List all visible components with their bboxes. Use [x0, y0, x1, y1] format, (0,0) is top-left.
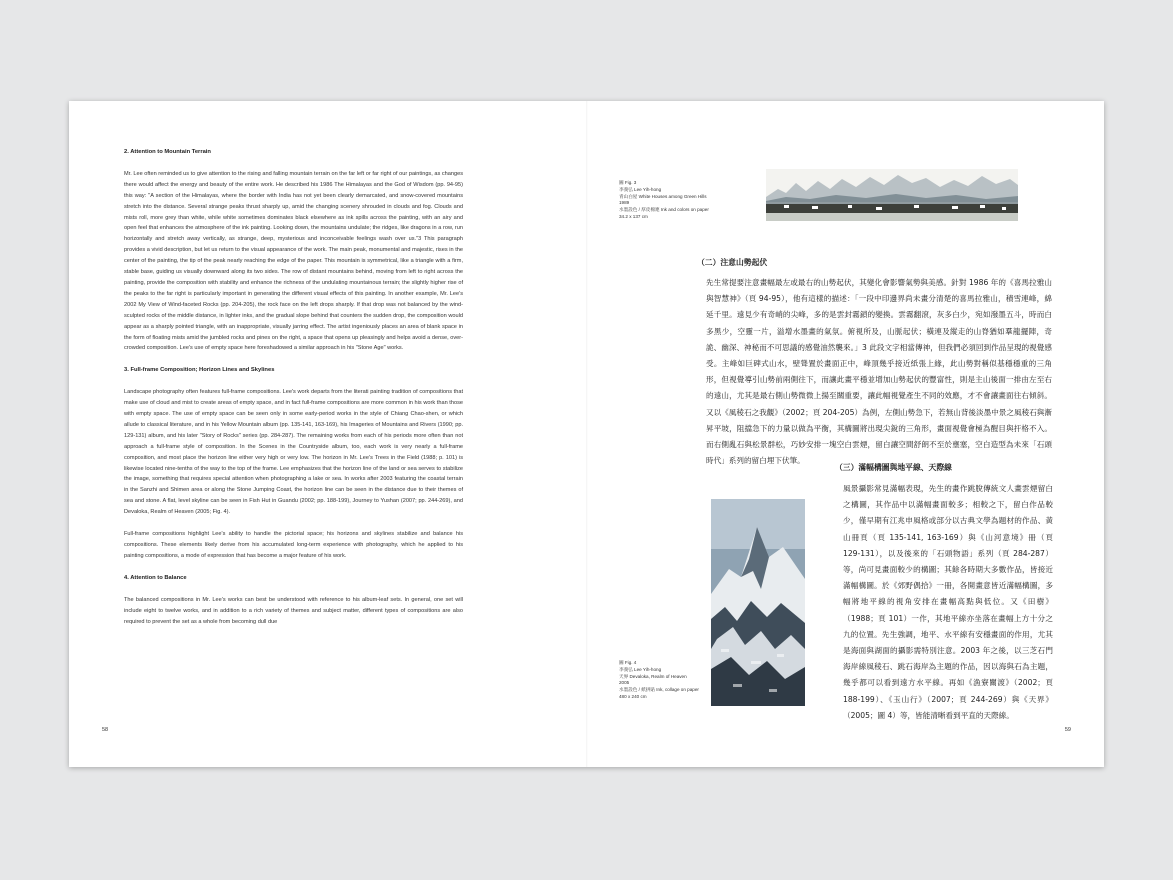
body-paragraph: The balanced compositions in Mr. Lee's works can best be understood with reference to his album-leaf sets. In general, one set will include eight to twelve works, and in addition to a rich variety of themes and subject matter, different types of compositions are also required to prevent the set as a whole from becoming dull due — [124, 596, 463, 625]
page-number-right: 59 — [1064, 727, 1071, 733]
fig3-landscape-painting — [766, 169, 1018, 221]
section-3-text: 風景攝影常見滿幅表現，先生的畫作跳脫傳統文人畫雲煙留白之構圖，其作品中以滿幅畫面較多；相較之下，留白作品較少，僅早期有江兆申風格或部分以古典文學為題材的作品、黃山冊頁（頁 135-141, 163-169）與《山河意境》冊（頁 129-131），以及後來的「石頭物語」系列（頁 284-287）等，尚可見畫面較少的構圖；其餘各時期大多數作品，皆接近滿幅構圖。於《郊野偶拾》一冊，各開畫意皆近滿幅構圖，多幅將地平線的視角安排在畫幅高點與低位。又《田樹》（1988；頁 101）一作，其地平線亦坐落在畫幅上方十分之九的位置。先生強調，地平、水平線有安穩畫面的作用，尤其是海面與湖面的攝影需特別注意。2003 年之後，以三芝石門海岸線風稜石、跳石海岸為主題的作品，因以海與石為主題，幾乎都可以看到遠方水平線。再如《漁寮關渡》（2002；頁 188-199）、《玉山行》（2007；頁 244-269）與《天界》（2005；圖 4）等，皆能清晰看到平直的天際線。 — [843, 484, 1053, 720]
book-gutter — [586, 101, 588, 767]
fig4-mountain-painting — [711, 499, 805, 706]
english-text-column — [124, 147, 463, 638]
section-2-heading: （二）注意山勢起伏 — [697, 258, 768, 267]
body-paragraph: Mr. Lee often reminded us to give attention to the rising and falling mountain terrain on the far left or far right of our paintings, as changes there would affect the energy and beauty of the entire work. He described his 1986 The Himalayas and the God of Wisdom (pp. 94-95) this way: "A section of the Himalayas, where the border with India has not yet been clearly demarcated, and snow-covered mountains stretch into the distance. Several strange peaks thrust sharply up, amid the changing scenery shrouded in clouds and fog. Clouds and mists roll, more grey than white, while white sometimes dominates black elsewhere as ink spills across the painting, with an airy and open feel that enhances the atmosphere of the ink painting. Looking down, the mountains undulate; the ridges, like dragons in a row, run horizontally and stretch away vertically, as strange, deep, mysterious and inconceivable feelings wash over us."3 This paragraph provides a vivid description, but let us return to the visual appearance of the work. The main peak, monumental and majestic, rises in the center of the painting, the tip of the peak nearly reaching the edge of the paper. This mountain is symmetrical, like a triangle with a firm, stable base, guiding us visually downward along its two sides. The row of distant mountains behind, moving from left to right across the painting, provide the composition with stability and enhance the richness of the undulating mountainous terrain; the slightly higher rise of the peaks to the far right is particularly important in generating the different visual effects of this painting. In another example, Mr. Lee's 2002 My View of Wind-faceted Rocks (pp. 204-205), the rock face on the left drops sharply. If that drop was not balanced by the wind-sculpted rocks of the middle distance, in lighter inks, and the gradual slope behind that counters the sudden drop, the composition would appear as a sharply pointed triangle, with an inappropriate, visually jarring effect. The artist ingeniously places an area of blank space in the form of floating mists amid the jumbled rocks and pines on the right, a space that opens up pleasingly and helps avoid a dense, over-crowded composition. Lee's use of empty space here foreshadowed a similar approach in his "Stone Age" works. — [124, 170, 463, 352]
book-spread — [69, 101, 1104, 767]
section-3-heading: （三）滿幅構圖與地平線、天際線 — [835, 463, 952, 472]
section-heading: 4. Attention to Balance — [124, 574, 187, 581]
section-2-text: 先生常提要注意畫幅最左或最右的山勢起伏，其變化會影響氣勢與美感。針對 1986 年的《喜馬拉雅山與智慧神》（頁 94-95），他有這樣的描述：「一段中印邊界尚未畫分清楚的喜馬拉雅山，積雪連峰，綿延千里。遠見少有奇峭的尖峰，多的是雲封霧鎖的變換。雲霧翻滾，灰多白少，宛如潑墨五斗，時而白多黑少，空靈一片，溢增水墨畫的氣氛。俯視所及，山脈起伏；橫連及縱走的山脊猶如羣龍擺陣，奇詭、幽深、神秘而不可思議的感覺油然襲來。」3 此段文字相當傳神，但我們必須回到作品呈現的視覺感受。主峰如巨碑式山水，壁聳置於畫面正中，峰頂幾乎接近紙張上緣，此山勢對稱似基穩穩重的三角形，但視覺導引山勢前兩側往下，而讓此畫平穩並增加山勢起伏的豐富性，則是主山後面一排由左至右的遠山，尤其是最右側山勢微微上揚至關重要，讓此幅視覺產生不同的效應，才不會讓畫面往右傾斜。又以《風稜石之我觀》（2002；頁 204-205）為例，左側山勢急下，若無山背後淡墨中景之風稜石與漸昇平坡，阻擋急下的力量以做為平衡，其構圖將出現尖銳的三角形，畫面視覺會極為醒目與扞格不入。而右側亂石與松景群松，巧妙安排一塊空白雲煙，留白讓空間舒朗不至於壅塞，空白造型為未來「石頭時代」系列的留白埋下伏筆。 — [706, 278, 1052, 466]
section-heading: 2. Attention to Mountain Terrain — [124, 149, 211, 155]
body-paragraph: Landscape photography often features full-frame compositions. Lee's work departs from the literati painting tradition of compositions that make use of cloud and mist to create areas of empty space, and in fact full-frame compositions are more common in his work than those with empty space. The use of empty space can be seen only in some early-period works in the style of Chiang Chao-shen, or which allude to classical literature, and in his Yellow Mountain album (pp. 135-141, 163-169), his Imageries of Mountains and Rivers (1990; pp. 129-131) album, and his later "Story of Rocks" series (pp. 284-287). The remaining works from each of his periods more often than not approach a full-frame style of composition. In the Scenes in the Countryside album, too, each work is very nearly a full-frame composition, and most place the horizon line either very high or very low. The horizon in Mr. Lee's Trees in the Field (1988; p. 101) is likewise located nine-tenths of the way to the top of the frame. Lee emphasizes that the horizon line of the land or sea serves to stabilize the image, something that requires special attention when photographing a lake or sea. In works after 2003 featuring the coastal terrain in the Sanzhi and Shimen area or along the Stone Jumping Coast, the horizon line can be seen in the distance due to their themes of sea and stone. A flat, level skyline can be seen in Fish Hut in Guandu (2002; pp. 188-199), Journey to Yushan (2007; pp. 244-269), and Devaloka, Realm of Heaven (2005; Fig. 4). — [124, 389, 463, 516]
body-paragraph: Full-frame compositions highlight Lee's ability to handle the pictorial space; his horizons and skylines stabilize and balance his compositions. These elements likely derive from his accumulated long-term experience with photography, which he applied to his painting compositions, a mode of expression that has become a major feature of his work. — [124, 531, 463, 559]
page-number-left: 58 — [102, 727, 109, 733]
fig4-caption: 圖 Fig. 4 李義弘 Lee Yih-hong 天界 Devaloka, Realm of Heaven 2005 水墨設色 / 紙拼貼 Ink, collage on paper 480 x 240 cm — [619, 660, 699, 699]
section-heading: 3. Full-frame Composition; Horizon Lines and Skylines — [124, 367, 275, 374]
fig3-caption: 圖 Fig. 3 李義弘 Lee Yih-hong 青山白屋 White Houses among Green Hills 1989 水墨設色 / 厚皮棉連 Ink and colors on paper 34.2 x 137 cm — [619, 180, 709, 219]
